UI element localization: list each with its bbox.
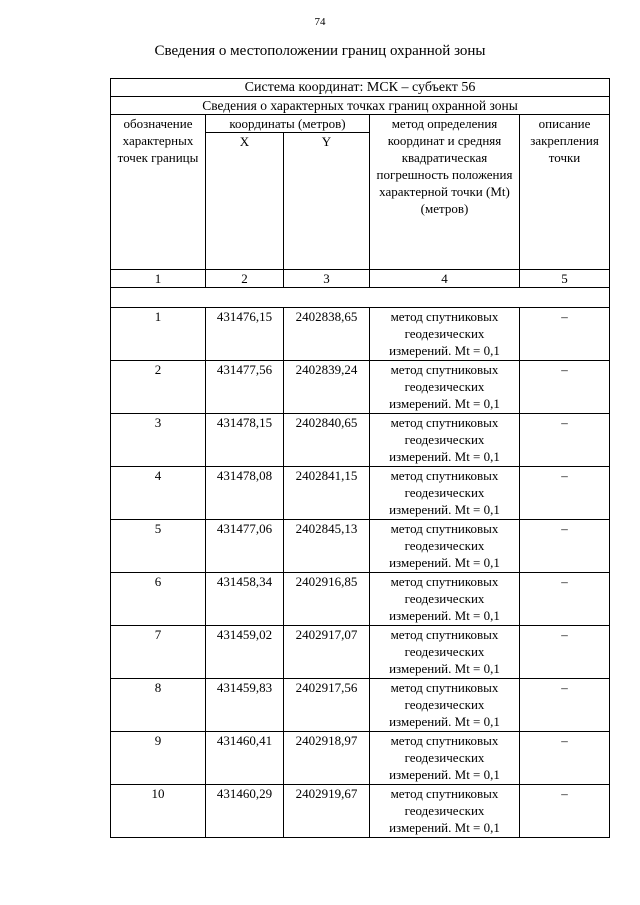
method-cell — [370, 467, 520, 520]
coord-x: 431459,02 — [206, 626, 284, 679]
method-line: метод спутниковых — [390, 309, 499, 324]
method-line: геодезических — [404, 591, 485, 606]
method-line: метод спутниковых — [390, 415, 499, 430]
method-line: метод спутниковых — [390, 362, 499, 377]
method-line: геодезических — [404, 538, 485, 553]
point-description: – — [520, 308, 610, 361]
coord-y: 2402841,15 — [284, 467, 370, 520]
table-row — [111, 732, 610, 785]
document-title: Сведения о местоположении границ охранной зоны — [154, 43, 486, 59]
point-number: 9 — [111, 732, 206, 785]
method-line: измерений. Mt = 0,1 — [389, 555, 500, 570]
method-line: геодезических — [404, 432, 485, 447]
header-row-1 — [111, 115, 610, 133]
point-description: – — [520, 573, 610, 626]
coord-y: 2402917,07 — [284, 626, 370, 679]
blank-row — [111, 288, 610, 308]
method-line: измерений. Mt = 0,1 — [389, 820, 500, 835]
method-cell — [370, 732, 520, 785]
point-description: – — [520, 679, 610, 732]
method-line: измерений. Mt = 0,1 — [389, 767, 500, 782]
method-cell — [370, 626, 520, 679]
column-number: 3 — [284, 270, 370, 288]
method-cell — [370, 785, 520, 838]
point-number: 2 — [111, 361, 206, 414]
header-desc: описание закрепления точки — [520, 115, 610, 270]
method-line: метод спутниковых — [390, 627, 499, 642]
method-line: геодезических — [404, 326, 485, 341]
point-description: – — [520, 414, 610, 467]
method-line: измерений. Mt = 0,1 — [389, 343, 500, 358]
page-number: 74 — [314, 16, 326, 28]
coord-x: 431458,34 — [206, 573, 284, 626]
point-description: – — [520, 467, 610, 520]
coord-x: 431478,08 — [206, 467, 284, 520]
column-number: 1 — [111, 270, 206, 288]
method-cell — [370, 361, 520, 414]
point-number: 10 — [111, 785, 206, 838]
table-row — [111, 785, 610, 838]
coord-y: 2402916,85 — [284, 573, 370, 626]
point-number: 4 — [111, 467, 206, 520]
header-coords: координаты (метров) — [206, 115, 370, 133]
method-line: измерений. Mt = 0,1 — [389, 608, 500, 623]
point-description: – — [520, 361, 610, 414]
method-line: измерений. Mt = 0,1 — [389, 661, 500, 676]
coord-y: 2402919,67 — [284, 785, 370, 838]
header-method: метод определения координат и средняя квадратическая погрешность положения характерной точки (Mt) (метров) — [370, 115, 520, 270]
point-number: 8 — [111, 679, 206, 732]
method-line: измерений. Mt = 0,1 — [389, 449, 500, 464]
coord-y: 2402838,65 — [284, 308, 370, 361]
header-y: Y — [284, 133, 370, 270]
boundary-points-table — [110, 78, 610, 838]
coord-x: 431460,29 — [206, 785, 284, 838]
table-row — [111, 626, 610, 679]
coord-x: 431477,06 — [206, 520, 284, 573]
table-row — [111, 308, 610, 361]
point-number: 3 — [111, 414, 206, 467]
section-row — [111, 97, 610, 115]
point-number: 1 — [111, 308, 206, 361]
table-row — [111, 520, 610, 573]
column-number: 2 — [206, 270, 284, 288]
method-line: метод спутниковых — [390, 468, 499, 483]
column-number: 5 — [520, 270, 610, 288]
method-cell — [370, 520, 520, 573]
header-x: X — [206, 133, 284, 270]
coord-x: 431459,83 — [206, 679, 284, 732]
method-line: метод спутниковых — [390, 521, 499, 536]
coord-y: 2402917,56 — [284, 679, 370, 732]
method-cell — [370, 679, 520, 732]
point-description: – — [520, 520, 610, 573]
method-line: геодезических — [404, 644, 485, 659]
table-row — [111, 573, 610, 626]
point-number: 6 — [111, 573, 206, 626]
point-description: – — [520, 732, 610, 785]
method-line: измерений. Mt = 0,1 — [389, 502, 500, 517]
method-line: измерений. Mt = 0,1 — [389, 714, 500, 729]
point-description: – — [520, 785, 610, 838]
column-number: 4 — [370, 270, 520, 288]
table-row — [111, 679, 610, 732]
method-line: метод спутниковых — [390, 680, 499, 695]
coord-x: 431460,41 — [206, 732, 284, 785]
coord-x: 431478,15 — [206, 414, 284, 467]
coord-x: 431476,15 — [206, 308, 284, 361]
method-line: геодезических — [404, 803, 485, 818]
method-line: геодезических — [404, 750, 485, 765]
coord-y: 2402839,24 — [284, 361, 370, 414]
coord-y: 2402845,13 — [284, 520, 370, 573]
method-line: измерений. Mt = 0,1 — [389, 396, 500, 411]
method-cell — [370, 308, 520, 361]
coord-x: 431477,56 — [206, 361, 284, 414]
method-line: метод спутниковых — [390, 733, 499, 748]
table-row — [111, 414, 610, 467]
coord-y: 2402918,97 — [284, 732, 370, 785]
section-cell: Сведения о характерных точках границ охранной зоны — [111, 97, 610, 115]
method-cell — [370, 414, 520, 467]
table-row — [111, 361, 610, 414]
coord-y: 2402840,65 — [284, 414, 370, 467]
point-description: – — [520, 626, 610, 679]
method-line: метод спутниковых — [390, 786, 499, 801]
point-number: 7 — [111, 626, 206, 679]
point-number: 5 — [111, 520, 206, 573]
table-row — [111, 467, 610, 520]
method-line: геодезических — [404, 379, 485, 394]
blank-cell — [111, 288, 610, 308]
method-line: геодезических — [404, 485, 485, 500]
header-point: обозначение характерных точек границы — [111, 115, 206, 270]
coordinate-system-cell: Система координат: МСК – субъект 56 — [111, 79, 610, 97]
method-line: геодезических — [404, 697, 485, 712]
column-numbers-row — [111, 270, 610, 288]
method-line: метод спутниковых — [390, 574, 499, 589]
coordinate-system-row — [111, 79, 610, 97]
method-cell — [370, 573, 520, 626]
